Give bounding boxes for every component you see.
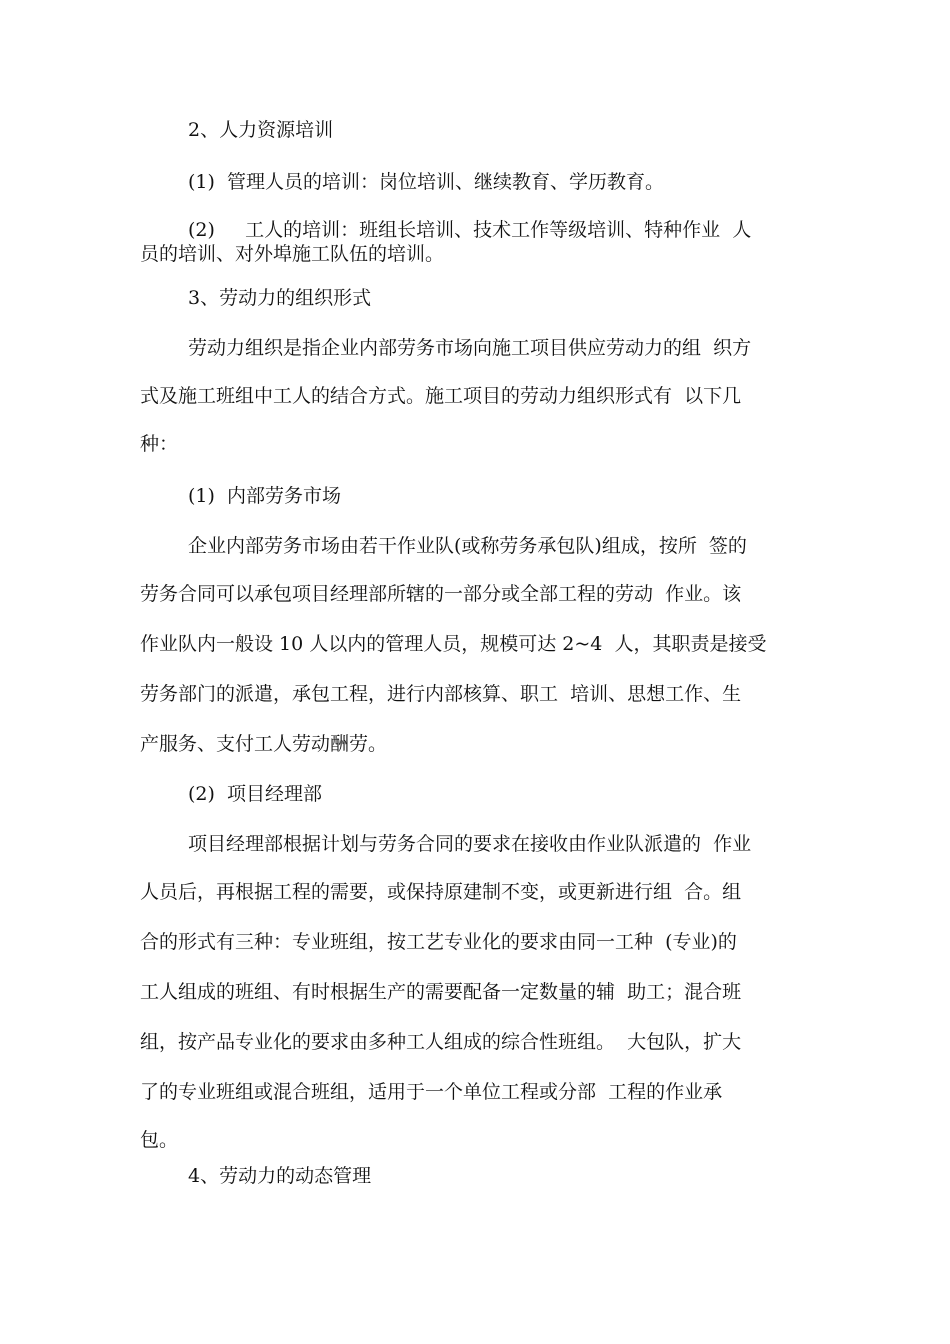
paragraph-line: 劳务部门的派遣，承包工程，进行内部核算、职工 培训、思想工作、生 [140, 683, 742, 705]
paragraph-line: (1) 管理人员的培训：岗位培训、继续教育、学历教育。 [188, 171, 664, 193]
paragraph-line: 企业内部劳务市场由若干作业队(或称劳务承包队)组成，按所 签的 [188, 535, 747, 557]
paragraph-line: 了的专业班组或混合班组，适用于一个单位工程或分部 工程的作业承 [140, 1081, 723, 1103]
paragraph-line: 包。 [140, 1129, 179, 1151]
paragraph-line: 工人组成的班组、有时根据生产的需要配备一定数量的辅 助工；混合班 [140, 981, 742, 1003]
paragraph-line: 项目经理部根据计划与劳务合同的要求在接收由作业队派遣的 作业 [188, 833, 752, 855]
section-heading: 2、人力资源培训 [188, 119, 334, 141]
section-heading: 3、劳动力的组织形式 [188, 287, 372, 309]
subsection-heading: (2) 项目经理部 [188, 783, 322, 805]
paragraph-line: 式及施工班组中工人的结合方式。施工项目的劳动力组织形式有 以下几 [140, 385, 742, 407]
paragraph-line: 产服务、支付工人劳动酬劳。 [140, 733, 388, 755]
paragraph-line: (2) 工人的培训：班组长培训、技术工作等级培训、特种作业 人 [188, 219, 752, 241]
paragraph-line: 合的形式有三种：专业班组，按工艺专业化的要求由同一工种 (专业)的 [140, 931, 737, 953]
paragraph-line: 员的培训、对外埠施工队伍的培训。 [140, 243, 445, 265]
paragraph-line: 组，按产品专业化的要求由多种工人组成的综合性班组。 大包队，扩大 [140, 1031, 742, 1053]
paragraph-line: 人员后，再根据工程的需要，或保持原建制不变，或更新进行组 合。组 [140, 881, 742, 903]
paragraph-line: 种： [140, 433, 179, 455]
section-heading: 4、劳动力的动态管理 [188, 1165, 372, 1187]
paragraph-line: 劳动力组织是指企业内部劳务市场向施工项目供应劳动力的组 织方 [188, 337, 752, 359]
paragraph-line: 劳务合同可以承包项目经理部所辖的一部分或全部工程的劳动 作业。该 [140, 583, 742, 605]
paragraph-line: 作业队内一般设 10 人以内的管理人员，规模可达 2~4 人，其职责是接受 [140, 633, 767, 655]
subsection-heading: (1) 内部劳务市场 [188, 485, 341, 507]
